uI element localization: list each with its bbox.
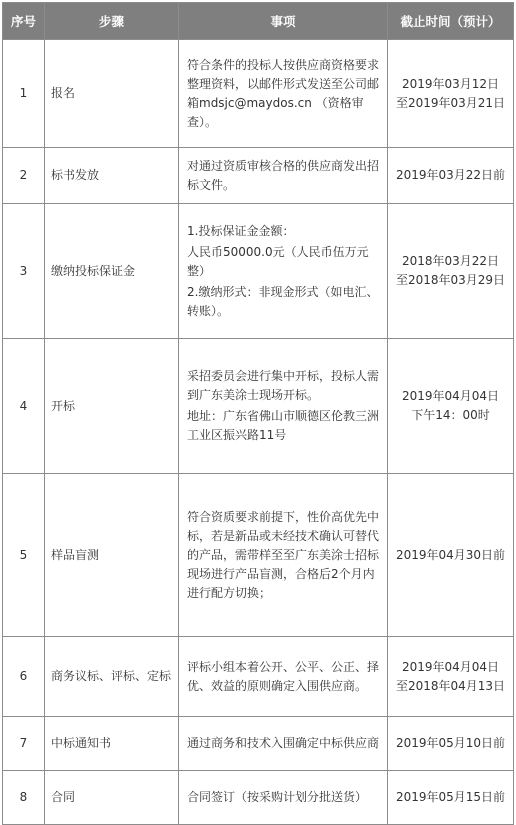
- row-step: 缴纳投标保证金: [45, 204, 179, 339]
- table-row: [3, 717, 514, 771]
- row-step: 样品盲测: [45, 474, 179, 637]
- deadline-line: 2019年04月30日前: [395, 547, 506, 562]
- deadline-line: 2019年04月04日: [401, 389, 500, 403]
- table-row: [3, 204, 514, 339]
- row-item: [179, 148, 388, 204]
- row-step: 中标通知书: [45, 717, 179, 771]
- row-step: 报名: [45, 40, 179, 148]
- table-row: [3, 474, 514, 637]
- deadline-line: 2019年03月22日前: [395, 168, 506, 182]
- row-deadline: [388, 771, 514, 825]
- deadline-line: 至2018年04月13日: [395, 678, 506, 693]
- row-step: 开标: [45, 339, 179, 474]
- row-deadline: [388, 204, 514, 339]
- row-step: 商务议标、评标、定标: [45, 637, 179, 717]
- row-deadline: [388, 40, 514, 148]
- schedule-table: [2, 2, 514, 825]
- table-row: [3, 339, 514, 474]
- row-no: 2: [3, 148, 45, 204]
- row-deadline: [388, 339, 514, 474]
- row-item: [179, 717, 388, 771]
- row-item-text: 人民币50000.0元（人民币伍万元整）: [187, 244, 369, 278]
- header-no: 序号: [3, 3, 45, 40]
- row-item: [179, 474, 388, 637]
- header-deadline: 截止时间（预计）: [388, 3, 514, 40]
- row-no: 1: [3, 40, 45, 148]
- row-item: [179, 637, 388, 717]
- row-item-text: 对通过资质审核合格的供应商发出招标文件。: [187, 158, 380, 192]
- row-item-text: 符合条件的投标人按供应商资格要求整理资料，以邮件形式发送至公司邮箱mdsjc@maydos.cn （资格审查）。: [187, 57, 380, 129]
- row-item-text: 2.缴纳形式：非现金形式（如电汇、转账）。: [187, 284, 379, 318]
- header-item: 事项: [179, 3, 388, 40]
- row-no: 6: [3, 637, 45, 717]
- deadline-line: 2018年03月22日: [401, 254, 500, 268]
- row-deadline: [388, 148, 514, 204]
- row-item: [179, 40, 388, 148]
- row-item-text: 合同签订（按采购计划分批送货）: [187, 790, 368, 804]
- row-deadline: [388, 637, 514, 717]
- table-row: [3, 148, 514, 204]
- deadline-line: 2019年03月12日: [401, 76, 500, 91]
- row-deadline: [388, 717, 514, 771]
- row-item-text: 1.投标保证金金额：: [187, 223, 295, 238]
- row-no: 5: [3, 474, 45, 637]
- table-row: [3, 637, 514, 717]
- row-item-text: 符合资质要求前提下，性价高优先中标，若是新品或未经技术确认可替代的产品，需带样至至广东美涂士招标现场进行产品盲测，合格后2个月内进行配方切换；: [187, 509, 380, 600]
- row-step: 合同: [45, 771, 179, 825]
- row-no: 7: [3, 717, 45, 771]
- row-item-text: 地址：广东省佛山市顺德区伦教三洲工业区振兴路11号: [187, 409, 380, 442]
- table-row: [3, 40, 514, 148]
- table-row: [3, 771, 514, 825]
- row-deadline: [388, 474, 514, 637]
- row-item-text: 通过商务和技术入围确定中标供应商: [187, 736, 380, 750]
- row-step: 标书发放: [45, 148, 179, 204]
- row-item: [179, 339, 388, 474]
- deadline-line: 2019年04月04日: [401, 659, 500, 674]
- row-item-text: 评标小组本着公开、公平、公正、择优、效益的原则确定入围供应商。: [187, 659, 380, 693]
- row-item: [179, 204, 388, 339]
- deadline-line: 2019年05月15日前: [395, 790, 506, 804]
- row-no: 8: [3, 771, 45, 825]
- row-no: 4: [3, 339, 45, 474]
- row-item-text: 采招委员会进行集中开标，投标人需到广东美涂士现场开标。: [187, 369, 380, 402]
- deadline-line: 下午14：00时: [411, 408, 490, 422]
- header-step: 步骤: [45, 3, 179, 40]
- deadline-line: 至2018年03月29日: [395, 273, 506, 287]
- row-no: 3: [3, 204, 45, 339]
- deadline-line: 2019年05月10日前: [395, 736, 506, 750]
- row-item: [179, 771, 388, 825]
- deadline-line: 至2019年03月21日: [395, 95, 506, 110]
- table-header-row: [3, 3, 514, 40]
